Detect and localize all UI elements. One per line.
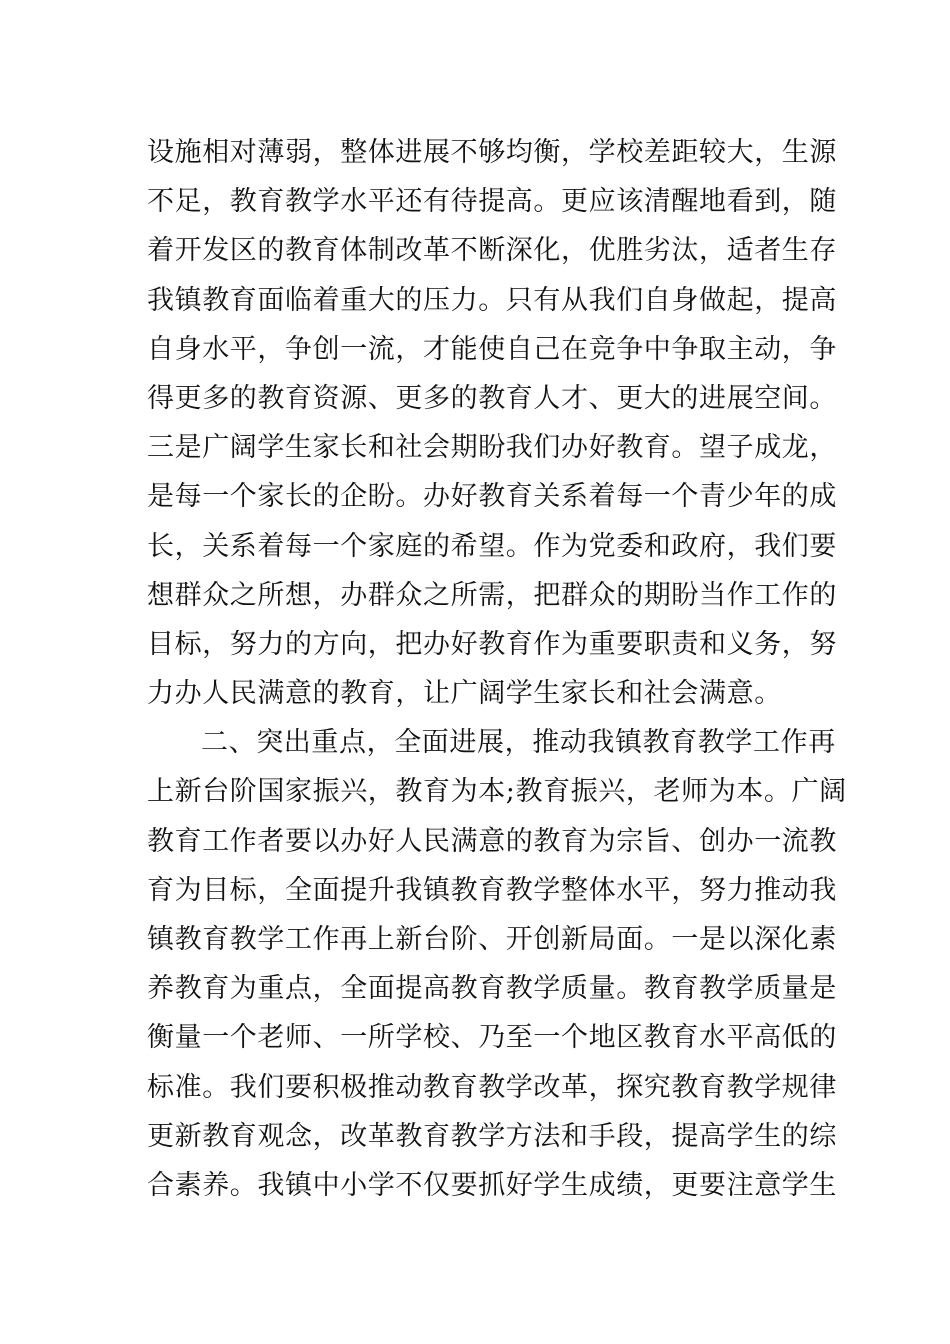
text-line: 不足，教育教学水平还有待提高。更应该清醒地看到，随 (147, 186, 837, 218)
text-line: 着开发区的教育体制改革不断深化，优胜劣汰，适者生存 (147, 235, 837, 267)
text-line: 我镇教育面临着重大的压力。只有从我们自身做起，提高 (147, 284, 837, 316)
text-line: 标准。我们要积极推动教育教学改革，探究教育教学规律 (147, 1071, 837, 1103)
text-line: 自身水平，争创一流，才能使自己在竞争中争取主动，争 (147, 333, 837, 365)
body-text (147, 128, 847, 1210)
text-line: 设施相对薄弱，整体进展不够均衡，学校差距较大，生源 (147, 137, 837, 168)
text-line: 上新台阶国家振兴，教育为本;教育振兴，老师为本。广阔 (147, 776, 847, 808)
text-line: 教育工作者要以办好人民满意的教育为宗旨、创办一流教 (147, 825, 837, 857)
text-line: 育为目标，全面提升我镇教育教学整体水平，努力推动我 (147, 874, 837, 906)
text-line: 合素养。我镇中小学不仅要抓好学生成绩，更要注意学生 (147, 1169, 837, 1201)
text-line: 目标，努力的方向，把办好教育作为重要职责和义务，努 (147, 628, 837, 660)
text-line: 三是广阔学生家长和社会期盼我们办好教育。望子成龙， (147, 432, 837, 464)
text-line: 镇教育教学工作再上新台阶、开创新局面。一是以深化素 (147, 924, 837, 955)
section-heading-line: 二、突出重点，全面进展，推动我镇教育教学工作再 (201, 727, 836, 759)
text-line: 养教育为重点，全面提高教育教学质量。教育教学质量是 (147, 973, 837, 1005)
text-line: 长，关系着每一个家庭的希望。作为党委和政府，我们要 (147, 530, 837, 562)
text-line: 是每一个家长的企盼。办好教育关系着每一个青少年的成 (147, 481, 837, 513)
text-line: 力办人民满意的教育，让广阔学生家长和社会满意。 (147, 678, 782, 710)
text-line: 得更多的教育资源、更多的教育人才、更大的进展空间。 (147, 382, 837, 414)
text-line: 想群众之所想，办群众之所需，把群众的期盼当作工作的 (147, 579, 837, 611)
text-line: 衡量一个老师、一所学校、乃至一个地区教育水平高低的 (147, 1022, 837, 1054)
text-line: 更新教育观念，改革教育教学方法和手段，提高学生的综 (147, 1120, 837, 1152)
